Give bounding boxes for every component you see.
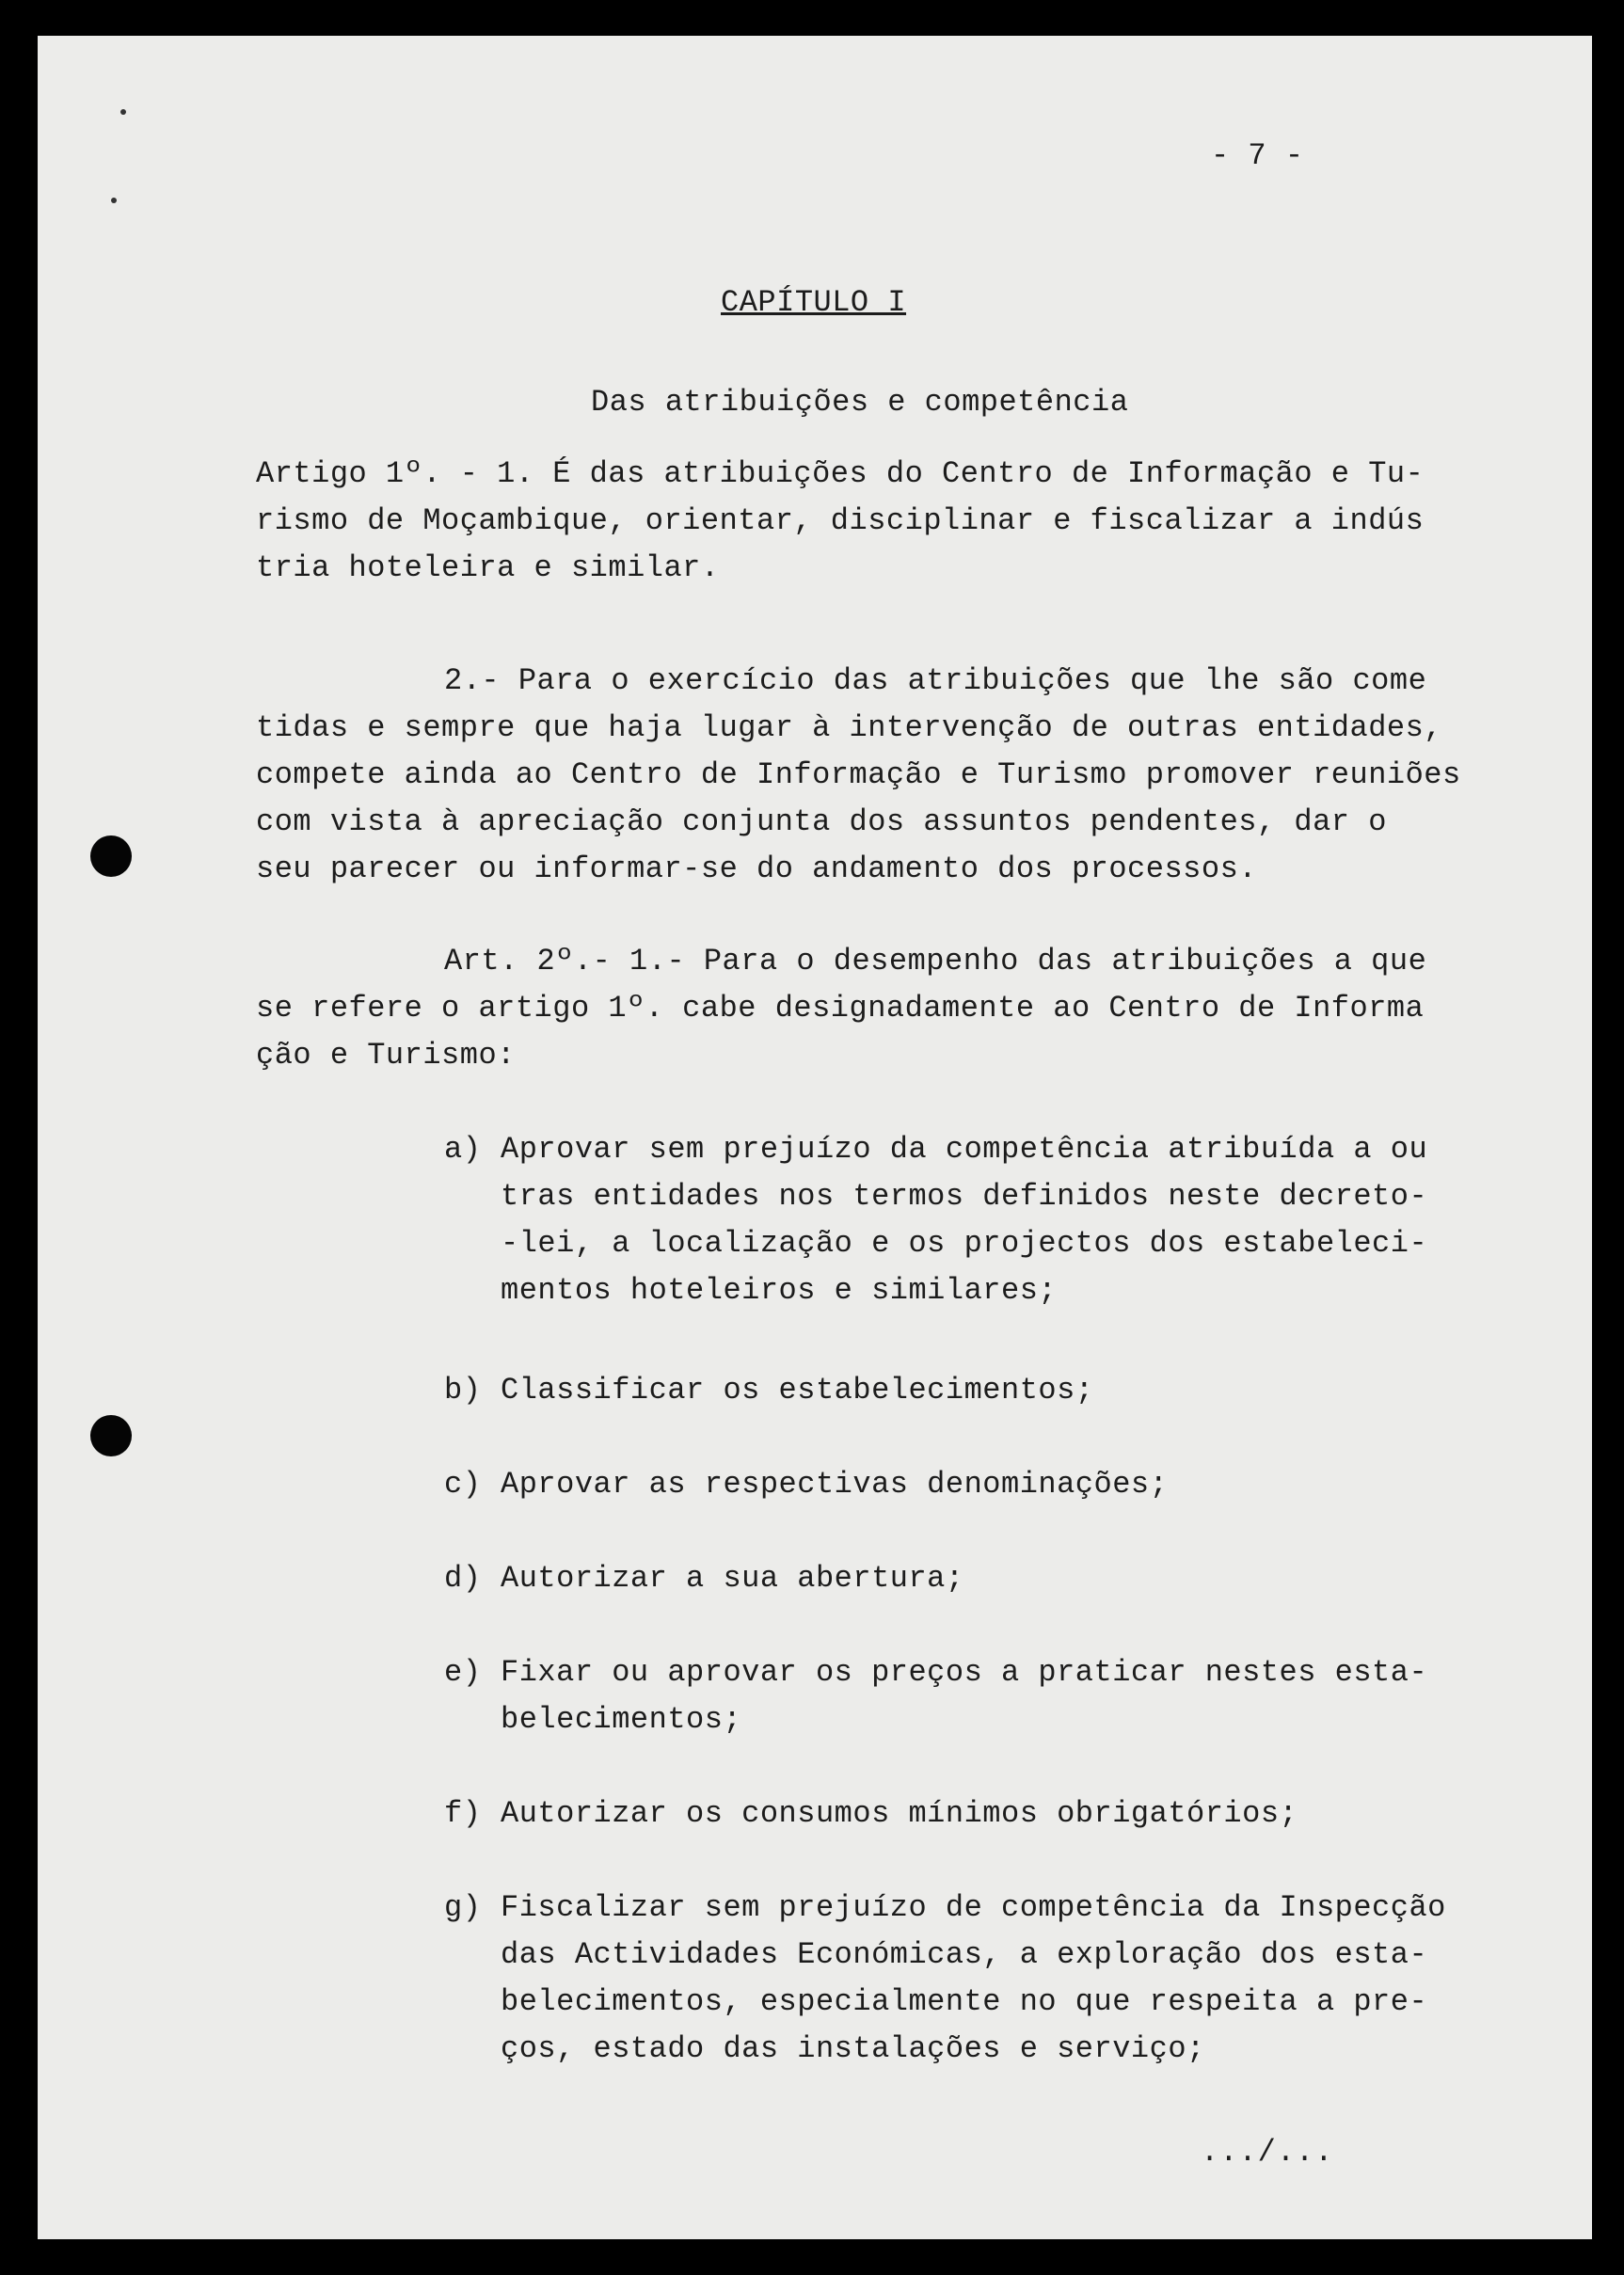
item-letter-c: c): [444, 1467, 482, 1502]
item-a-line: mentos hoteleiros e similares;: [501, 1273, 1058, 1308]
item-d-line: Autorizar a sua abertura;: [501, 1561, 964, 1596]
article1-line: rismo de Moçambique, orientar, disciplinar e fiscalizar a indús: [256, 503, 1425, 538]
item-a-line: Aprovar sem prejuízo da competência atribuída a ou: [501, 1132, 1428, 1167]
article2-intro-line: Art. 2º.- 1.- Para o desempenho das atribuições a que: [444, 944, 1427, 978]
item-letter-g: g): [444, 1890, 482, 1925]
document-page: [38, 36, 1592, 2239]
item-letter-a: a): [444, 1132, 482, 1167]
item-g-line: Fiscalizar sem prejuízo de competência da Inspecção: [501, 1890, 1446, 1925]
article1-p2-line: 2.- Para o exercício das atribuições que lhe são come: [444, 663, 1427, 698]
section-title: Das atribuições e competência: [591, 385, 1129, 420]
chapter-title: CAPÍTULO I: [721, 285, 907, 320]
continuation-mark: .../...: [1201, 2135, 1334, 2170]
article2-intro-line: ção e Turismo:: [256, 1038, 516, 1073]
item-e-line: belecimentos;: [501, 1702, 742, 1737]
page-number: - 7 -: [1211, 138, 1304, 173]
punch-hole-upper: [90, 835, 132, 877]
article1-p2-line: seu parecer ou informar-se do andamento dos processos.: [256, 851, 1257, 886]
margin-dot: [111, 198, 117, 203]
article2-intro-line: se refere o artigo 1º. cabe designadamente ao Centro de Informa: [256, 991, 1425, 1026]
item-c-line: Aprovar as respectivas denominações;: [501, 1467, 1169, 1502]
article1-p2-line: tidas e sempre que haja lugar à intervenção de outras entidades,: [256, 710, 1442, 745]
article1-line: Artigo 1º. - 1. É das atribuições do Centro de Informação e Tu-: [256, 456, 1425, 491]
item-e-line: Fixar ou aprovar os preços a praticar nestes esta-: [501, 1655, 1428, 1690]
article1-line: tria hoteleira e similar.: [256, 550, 720, 585]
item-g-line: belecimentos, especialmente no que respeita a pre-: [501, 1984, 1428, 2019]
punch-hole-lower: [90, 1415, 132, 1456]
item-letter-e: e): [444, 1655, 482, 1690]
margin-dot: [120, 109, 126, 115]
article1-p2-line: compete ainda ao Centro de Informação e Turismo promover reuniões: [256, 757, 1461, 792]
item-f-line: Autorizar os consumos mínimos obrigatórios;: [501, 1796, 1298, 1831]
article1-p2-line: com vista à apreciação conjunta dos assuntos pendentes, dar o: [256, 804, 1387, 839]
item-a-line: tras entidades nos termos definidos neste decreto-: [501, 1179, 1428, 1214]
item-letter-b: b): [444, 1373, 482, 1408]
item-g-line: das Actividades Económicas, a exploração dos esta-: [501, 1937, 1428, 1972]
item-b-line: Classificar os estabelecimentos;: [501, 1373, 1094, 1408]
item-letter-f: f): [444, 1796, 482, 1831]
item-g-line: ços, estado das instalações e serviço;: [501, 2031, 1205, 2066]
item-a-line: -lei, a localização e os projectos dos estabeleci-: [501, 1226, 1428, 1261]
item-letter-d: d): [444, 1561, 482, 1596]
